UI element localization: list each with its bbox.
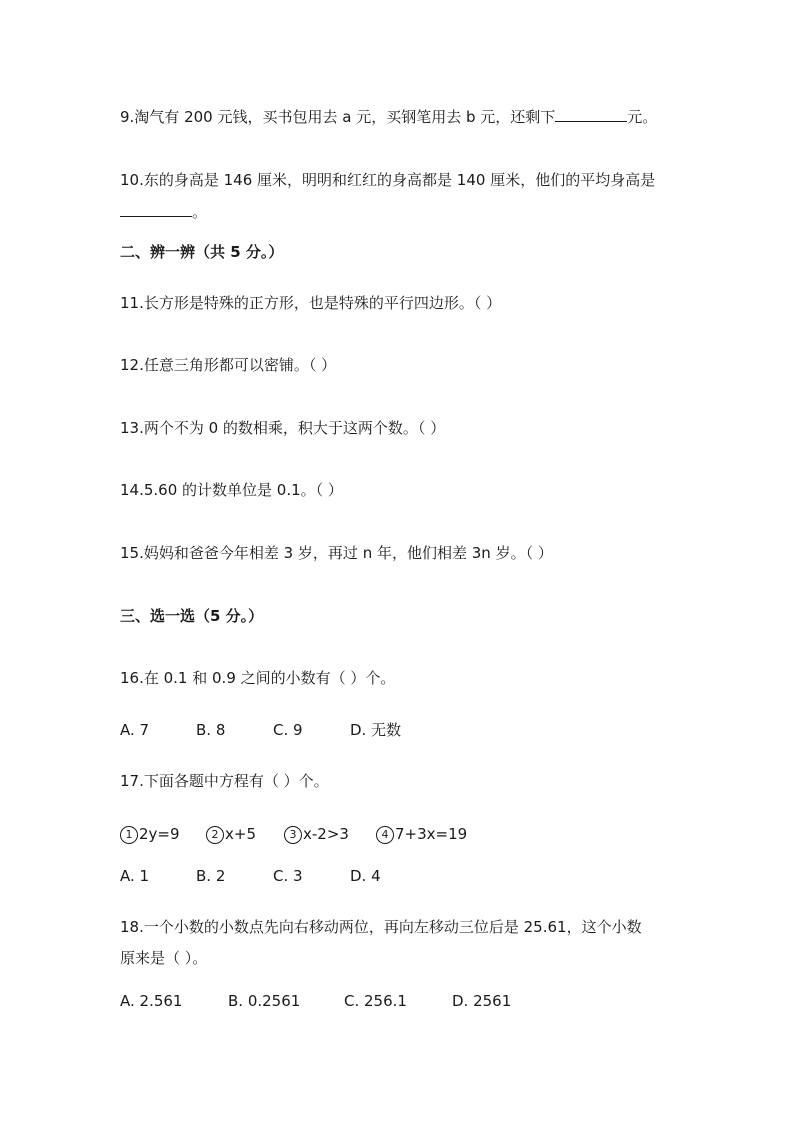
q18-option-a[interactable]: A. 2.561 [120, 992, 183, 1010]
question-11: 11.长方形是特殊的正方形，也是特殊的平行四边形。（ ） [120, 294, 502, 312]
q17-item-3: 3 x-2>3 [284, 824, 349, 844]
q18-option-b[interactable]: B. 0.2561 [228, 992, 301, 1010]
question-9 [120, 107, 657, 127]
q17-item-2: 2 x+5 [206, 824, 256, 844]
question-10: 10.东的身高是 146 厘米，明明和红红的身高都是 140 厘米，他们的平均身高是 [120, 171, 656, 189]
section-3-title: 三、选一选（5 分。） [120, 607, 264, 625]
circled-number-icon: 4 [376, 826, 394, 844]
question-16: 16.在 0.1 和 0.9 之间的小数有（ ）个。 [120, 669, 396, 687]
q17-item-1: 1 2y=9 [120, 824, 180, 844]
question-18-line2: 原来是（ ）。 [120, 949, 208, 967]
q17-option-d[interactable]: D. 4 [350, 867, 381, 885]
question-12: 12.任意三角形都可以密铺。（ ） [120, 356, 337, 374]
question-14: 14.5.60 的计数单位是 0.1。（ ） [120, 481, 343, 499]
circled-number-icon: 1 [120, 826, 138, 844]
q16-option-d[interactable]: D. 无数 [350, 721, 402, 739]
q16-option-a[interactable]: A. 7 [120, 721, 150, 739]
q17-option-a[interactable]: A. 1 [120, 867, 150, 885]
q16-option-c[interactable]: C. 9 [273, 721, 303, 739]
q18-option-c[interactable]: C. 256.1 [344, 992, 407, 1010]
q18-option-d[interactable]: D. 2561 [452, 992, 512, 1010]
question-9-unit: 元。 [627, 108, 658, 126]
answer-blank[interactable] [555, 107, 627, 122]
question-15: 15.妈妈和爸爸今年相差 3 岁，再过 n 年，他们相差 3n 岁。（ ） [120, 544, 553, 562]
question-10-line2 [120, 202, 207, 222]
q17-item-4: 4 7+3x=19 [376, 824, 467, 844]
question-17: 17.下面各题中方程有（ ）个。 [120, 772, 329, 790]
circled-number-icon: 3 [284, 826, 302, 844]
section-2-title: 二、辨一辨（共 5 分。） [120, 243, 284, 261]
question-9-text: 9.淘气有 200 元钱，买书包用去 a 元，买钢笔用去 b 元，还剩下 [120, 108, 556, 126]
q16-option-b[interactable]: B. 8 [196, 721, 226, 739]
question-18: 18.一个小数的小数点先向右移动两位，再向左移动三位后是 25.61，这个小数 [120, 918, 642, 936]
question-10-end: 。 [192, 203, 208, 221]
question-13: 13.两个不为 0 的数相乘，积大于这两个数。（ ） [120, 419, 446, 437]
circled-number-icon: 2 [206, 826, 224, 844]
answer-blank[interactable] [120, 202, 192, 217]
q17-option-c[interactable]: C. 3 [273, 867, 303, 885]
q17-option-b[interactable]: B. 2 [196, 867, 226, 885]
